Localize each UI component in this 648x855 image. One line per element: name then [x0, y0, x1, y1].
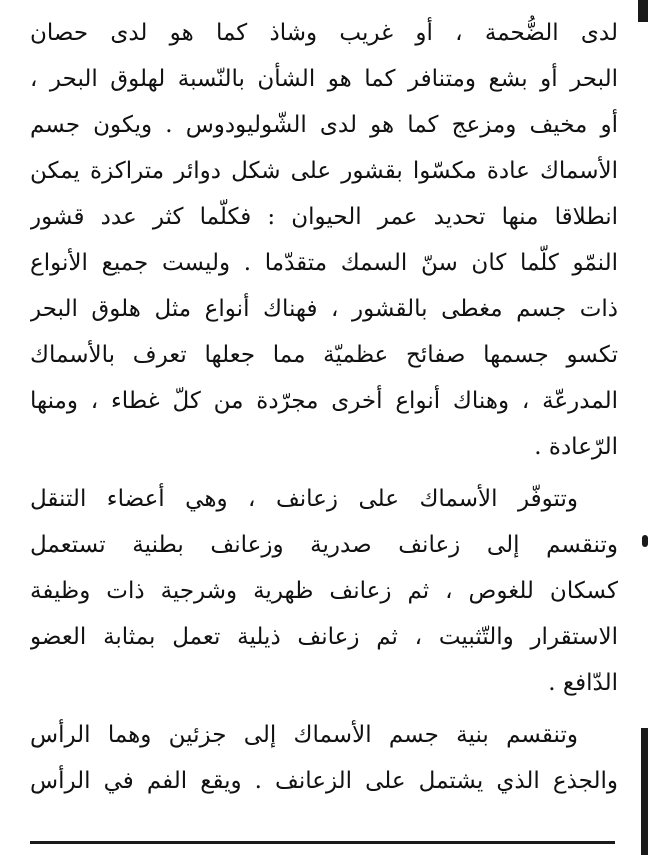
body-text — [30, 10, 618, 804]
page-edge-mark-top — [638, 0, 648, 22]
text-line: لدى الضُّحمة ، أو غريب وشاذ كما هو لدى حصان — [30, 20, 618, 46]
page-edge-mark-right — [641, 728, 648, 855]
paragraph-2 — [30, 476, 618, 706]
text-line: والجذع الذي يشتمل على الزعانف . ويقع الفم في الرأس — [30, 768, 618, 794]
text-line: أو مخيف ومزعج كما هو لدى الشّوليودوس . ويكون جسم — [30, 112, 618, 138]
text-line: تكسو جسمها صفائح عظميّة مما جعلها تعرف بالأسماك — [30, 342, 618, 368]
bottom-rule — [30, 841, 615, 844]
text-line: وتنقسم إلى زعانف صدرية وزعانف بطنية تستعمل — [30, 532, 618, 558]
text-line: الاستقرار والتّثبيت ، ثم زعانف ذيلية تعمل بمثابة العضو — [30, 624, 618, 650]
text-line: انطلاقا منها تحديد عمر الحيوان : فكلّما كثر عدد قشور — [30, 204, 618, 230]
text-line: البحر أو بشع ومتنافر كما هو الشأن بالنّسبة لهلوق البحر ، — [30, 66, 618, 92]
text-line: الدّافع . — [548, 670, 618, 696]
text-line: النمّو كلّما كان سنّ السمك متقدّما . وليست جميع الأنواع — [30, 250, 618, 276]
text-line: المدرعّة ، وهناك أنواع أخرى مجرّدة من كلّ غطاء ، ومنها — [30, 388, 618, 414]
text-line: ذات جسم مغطى بالقشور ، فهناك أنواع مثل هلوق البحر — [30, 296, 618, 322]
paragraph-3 — [30, 712, 618, 804]
paragraph-1 — [30, 10, 618, 470]
text-line: كسكان للغوص ، ثم زعانف ظهرية وشرجية ذات وظيفة — [30, 578, 618, 604]
page-edge-dot — [642, 535, 648, 547]
text-line: وتتوفّر الأسماك على زعانف ، وهي أعضاء التنقل — [30, 486, 578, 512]
text-line: الرّعادة . — [534, 434, 618, 460]
text-line: وتنقسم بنية جسم الأسماك إلى جزئين وهما الرأس — [30, 722, 578, 748]
text-line: الأسماك عادة مكسّوا بقشور على شكل دوائر متراكزة يمكن — [30, 158, 618, 184]
